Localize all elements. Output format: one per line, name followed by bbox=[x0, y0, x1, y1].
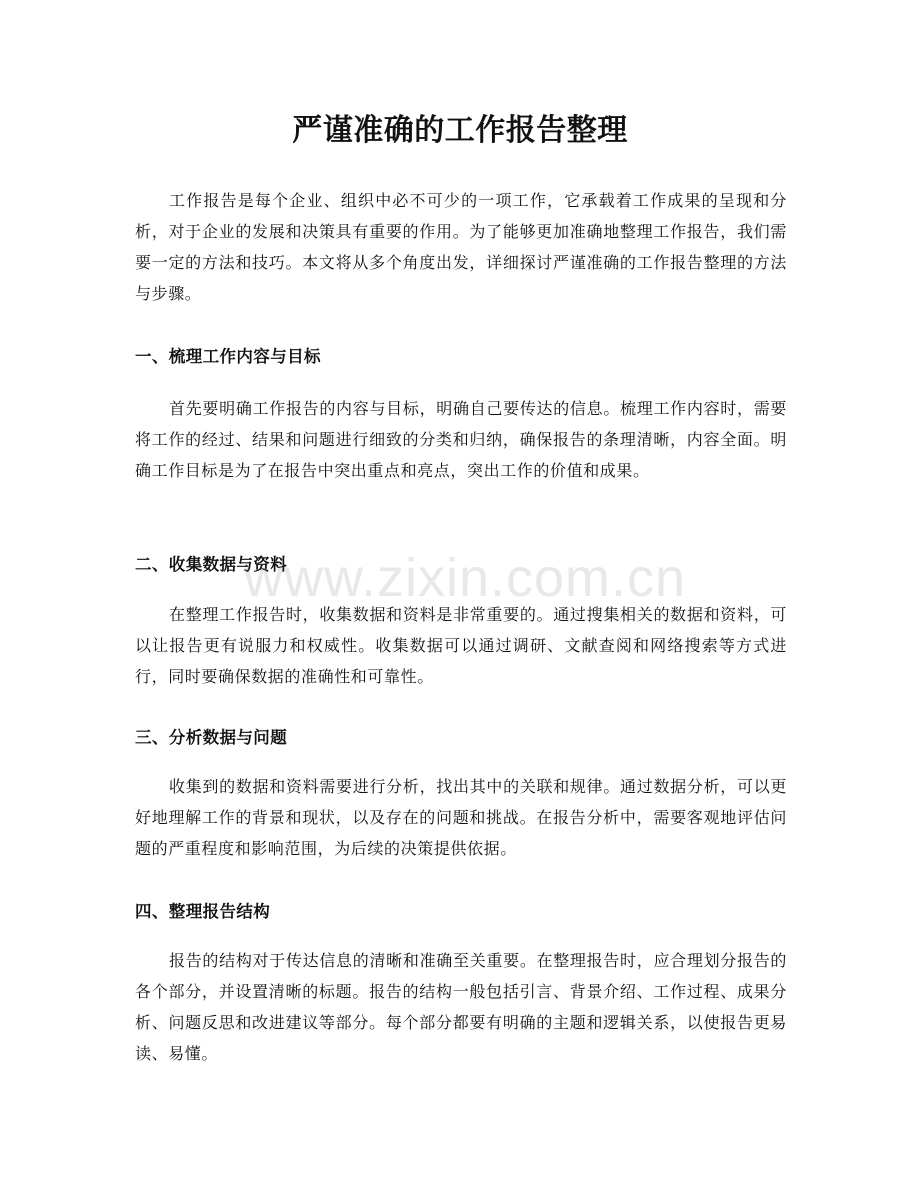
section-paragraph: 报告的结构对于传达信息的清晰和准确至关重要。在整理报告时，应合理划分报告的各个部分，并设置清晰的标题。报告的结构一般包括引言、背景介绍、工作过程、成果分析、问题反思和改进建议等部分。每个部分都要有明确的主题和逻辑关系，以使报告更易读、易懂。 bbox=[135, 951, 787, 1063]
section-heading: 四、整理报告结构 bbox=[135, 902, 271, 921]
section-heading: 三、分析数据与问题 bbox=[135, 728, 288, 747]
section-heading: 二、收集数据与资料 bbox=[135, 555, 288, 574]
watermark-text: www.zixin.com.cn bbox=[243, 548, 687, 608]
section-paragraph: 首先要明确工作报告的内容与目标，明确自己要传达的信息。梳理工作内容时，需要将工作的经过、结果和问题进行细致的分类和归纳，确保报告的条理清晰，内容全面。明确工作目标是为了在报告中突出重点和亮点，突出工作的价值和成果。 bbox=[135, 399, 787, 480]
section-heading: 一、梳理工作内容与目标 bbox=[135, 347, 321, 366]
intro-paragraph: 工作报告是每个企业、组织中必不可少的一项工作，它承载着工作成果的呈现和分析，对于企业的发展和决策具有重要的作用。为了能够更加准确地整理工作报告，我们需要一定的方法和技巧。本文将从多个角度出发，详细探讨严谨准确的工作报告整理的方法与步骤。 bbox=[135, 191, 787, 303]
section-paragraph: 在整理工作报告时，收集数据和资料是非常重要的。通过搜集相关的数据和资料，可以让报告更有说服力和权威性。收集数据可以通过调研、文献查阅和网络搜索等方式进行，同时要确保数据的准确性和可靠性。 bbox=[135, 605, 787, 686]
document-title: 严谨准确的工作报告整理 bbox=[292, 113, 628, 148]
section-paragraph: 收集到的数据和资料需要进行分析，找出其中的关联和规律。通过数据分析，可以更好地理解工作的背景和现状，以及存在的问题和挑战。在报告分析中，需要客观地评估问题的严重程度和影响范围，为后续的决策提供依据。 bbox=[135, 777, 787, 858]
